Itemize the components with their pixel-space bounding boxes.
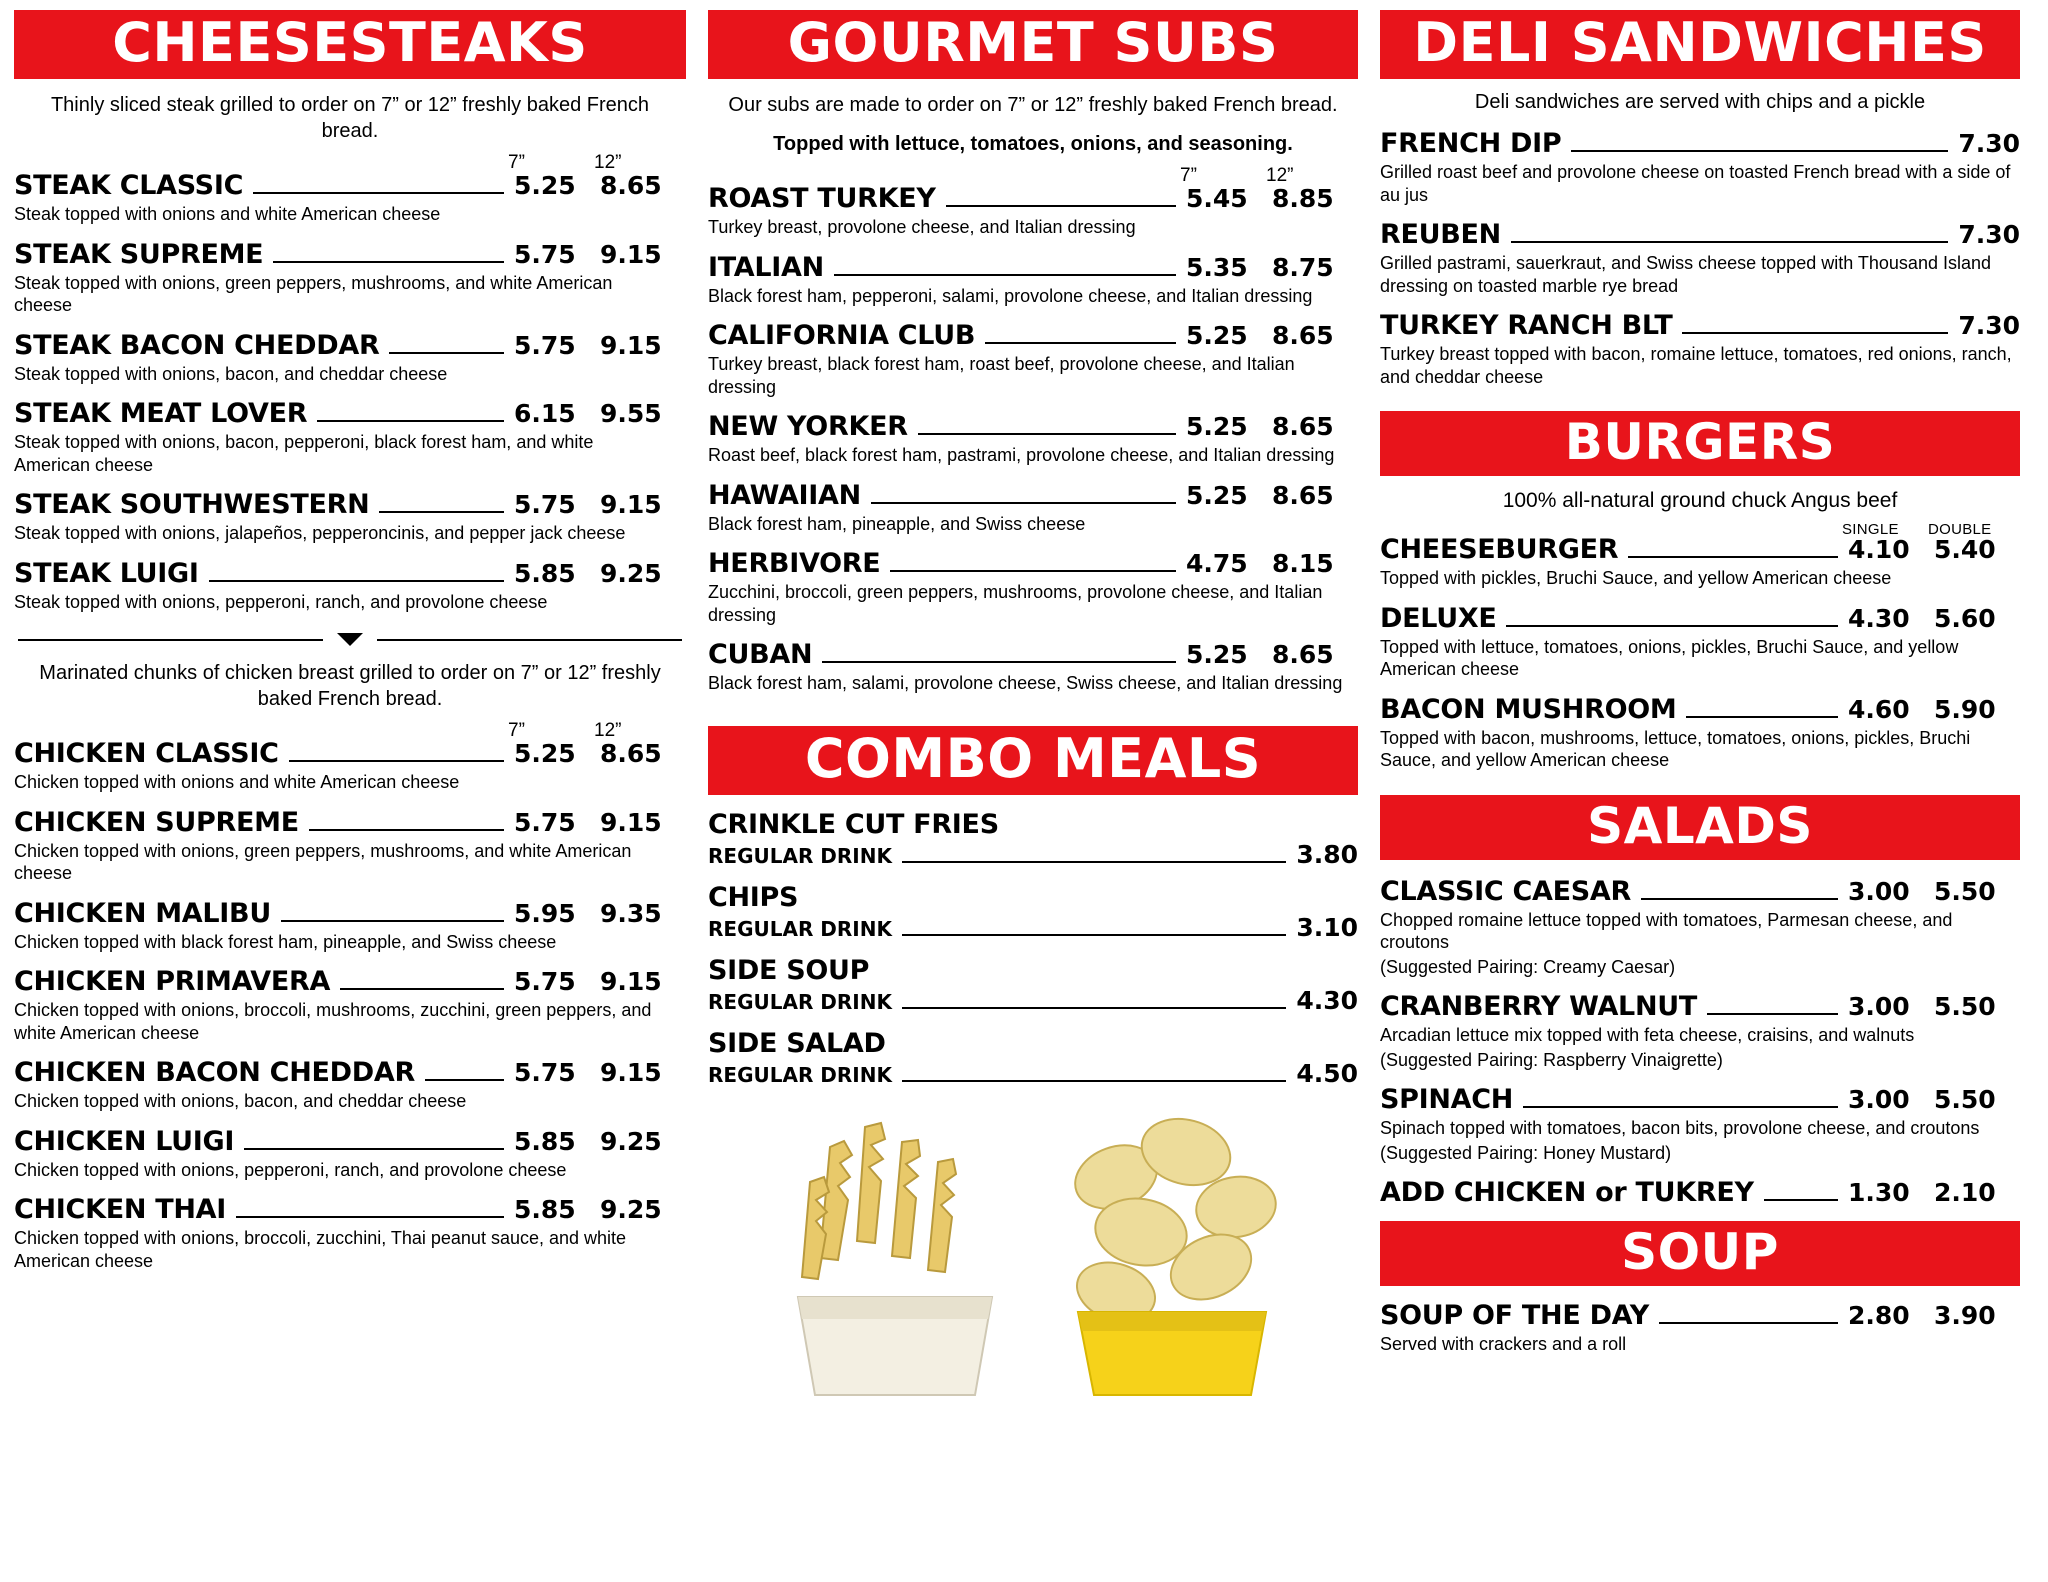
item-price-large: 8.75: [1272, 252, 1334, 282]
menu-item: [14, 170, 686, 226]
combo-name: SIDE SALAD: [708, 1027, 886, 1059]
leader-line: [902, 1007, 1286, 1009]
menu-item: [708, 183, 1358, 239]
item-name: CHEESEBURGER: [1380, 534, 1619, 565]
item-price-small: 4.75: [1186, 549, 1248, 578]
combo-item: [708, 955, 1358, 1016]
combo-subtitle: REGULAR DRINK: [708, 989, 892, 1014]
item-name: SOUP OF THE DAY: [1380, 1300, 1649, 1331]
item-description: Grilled roast beef and provolone cheese on toasted French bread with a side of au jus: [1380, 162, 2011, 205]
item-name: HERBIVORE: [708, 548, 881, 579]
item-price-single: 4.60: [1848, 694, 1910, 724]
leader-line: [1506, 625, 1838, 627]
item-price-double: 5.90: [1934, 694, 1996, 724]
menu-item: [14, 398, 686, 476]
leader-line: [1682, 332, 1948, 334]
item-description: Steak topped with onions, jalapeños, pepperoncinis, and pepper jack cheese: [14, 523, 626, 543]
menu-item: [14, 239, 686, 317]
menu-item: [708, 639, 1358, 695]
item-price-small: 5.95: [514, 898, 576, 928]
item-pairing: (Suggested Pairing: Honey Mustard): [1380, 1142, 1672, 1163]
item-name: STEAK CLASSIC: [14, 170, 244, 201]
item-price-small: 5.75: [514, 967, 576, 996]
item-name: SPINACH: [1380, 1084, 1514, 1115]
item-price-single: 4.30: [1848, 603, 1910, 633]
leader-line: [902, 934, 1286, 936]
crinkle-fries-photo: [770, 1107, 1020, 1397]
item-name: TURKEY RANCH BLT: [1380, 310, 1673, 341]
item-price-small: 3.00: [1848, 876, 1910, 906]
leader-line: [253, 192, 504, 194]
leader-line: [822, 661, 1176, 663]
item-description: Steak topped with onions, bacon, and cheddar cheese: [14, 363, 448, 384]
leader-line: [985, 342, 1176, 344]
item-price-large: 8.65: [1272, 640, 1334, 669]
item-price-small: 3.00: [1848, 1085, 1910, 1114]
item-price-small: 6.15: [514, 399, 576, 428]
leader-line: [317, 420, 504, 422]
column-gourmet-subs: [708, 10, 1358, 1582]
item-price-small: 5.35: [1186, 252, 1248, 282]
leader-line: [389, 352, 504, 354]
deli-sandwiches-intro: Deli sandwiches are served with chips and a pickle: [1474, 91, 1926, 113]
item-pairing: (Suggested Pairing: Raspberry Vinaigrette): [1380, 1049, 1723, 1070]
size-label-single: SINGLE: [1842, 521, 1899, 538]
item-name: STEAK SOUTHWESTERN: [14, 489, 370, 520]
triangle-icon: [337, 633, 363, 646]
item-name: ADD CHICKEN or TUKREY: [1380, 1177, 1754, 1208]
item-description: Grilled pastrami, sauerkraut, and Swiss cheese topped with Thousand Island dressing on toasted marble rye bread: [1380, 253, 1991, 296]
menu-item: [14, 1194, 686, 1272]
item-description: Steak topped with onions, pepperoni, ranch, and provolone cheese: [14, 591, 548, 612]
leader-line: [244, 1148, 504, 1150]
leader-line: [946, 205, 1176, 207]
leader-line: [1641, 898, 1838, 900]
item-price-large: 9.15: [600, 490, 662, 519]
chicken-intro: Marinated chunks of chicken breast grilled to order on 7” or 12” freshly baked French bread.: [39, 662, 661, 710]
cheesesteaks-intro: Thinly sliced steak grilled to order on 7” or 12” freshly baked French bread.: [50, 94, 650, 142]
leader-line: [871, 502, 1176, 504]
leader-line: [918, 433, 1176, 435]
menu-item: [14, 807, 686, 885]
item-price-small: 2.80: [1848, 1301, 1910, 1330]
item-price: 7.30: [1958, 220, 2020, 249]
size-label-large: 12”: [594, 152, 622, 173]
item-price-large: 5.50: [1934, 992, 1996, 1021]
item-description: Spinach topped with tomatoes, bacon bits, provolone cheese, and croutons: [1380, 1118, 1980, 1138]
menu-item: [1380, 603, 2020, 681]
item-name: BACON MUSHROOM: [1380, 693, 1677, 725]
item-price-small: 5.85: [514, 1126, 576, 1156]
combo-price: 3.10: [1296, 912, 1358, 942]
section-header-soup: SOUP: [1380, 1221, 2020, 1286]
item-price-small: 5.85: [514, 558, 576, 588]
combo-item: [708, 882, 1358, 943]
item-name: CUBAN: [708, 639, 813, 670]
item-price-small: 5.75: [514, 330, 576, 360]
section-header-burgers: BURGERS: [1380, 411, 2020, 476]
gourmet-subs-intro-line2: Topped with lettuce, tomatoes, onions, and seasoning.: [773, 133, 1293, 155]
item-description: Chopped romaine lettuce topped with tomatoes, Parmesan cheese, and croutons: [1380, 909, 1953, 952]
leader-line: [309, 829, 504, 831]
leader-line: [273, 261, 504, 263]
section-header-gourmet-subs: GOURMET SUBS: [708, 10, 1358, 79]
column-cheesesteaks: [14, 10, 686, 1582]
menu-item: [708, 252, 1358, 308]
menu-item: [708, 411, 1358, 467]
leader-line: [281, 920, 504, 922]
combo-item: [708, 1028, 1358, 1089]
item-price-small: 5.25: [514, 171, 576, 200]
combo-price: 3.80: [1296, 839, 1358, 869]
section-header-combo-meals: COMBO MEALS: [708, 726, 1358, 795]
item-price-large: 9.35: [600, 898, 662, 928]
item-description: Chicken topped with onions, bacon, and cheddar cheese: [14, 1091, 467, 1111]
spacer: [1380, 401, 2020, 411]
item-name: STEAK MEAT LOVER: [14, 398, 308, 429]
section-divider: [18, 633, 682, 646]
spacer: [708, 708, 1358, 726]
item-name: DELUXE: [1380, 602, 1497, 634]
leader-line: [209, 580, 504, 582]
menu-item: [14, 489, 686, 545]
size-label-small: 7”: [508, 720, 525, 741]
chips-photo: [1046, 1107, 1296, 1397]
combo-subtitle: REGULAR DRINK: [708, 916, 892, 941]
item-description: Turkey breast, provolone cheese, and Italian dressing: [708, 217, 1136, 237]
menu-item: [1380, 310, 2020, 388]
item-price-single: 4.10: [1848, 535, 1910, 564]
item-price-large: 5.50: [1934, 1085, 1996, 1114]
menu-item: [1380, 128, 2020, 206]
combo-name: CRINKLE CUT FRIES: [708, 808, 999, 840]
item-name: NEW YORKER: [708, 411, 908, 442]
leader-line: [425, 1079, 504, 1081]
item-price-large: 8.65: [1272, 321, 1334, 350]
section-header-cheesesteaks: CHEESESTEAKS: [14, 10, 686, 79]
leader-line: [1764, 1199, 1838, 1201]
size-label-double: DOUBLE: [1928, 521, 1992, 538]
item-description: Chicken topped with onions, broccoli, zucchini, Thai peanut sauce, and white American cheese: [14, 1228, 627, 1271]
item-price-large: 9.15: [600, 1058, 662, 1087]
item-name: CHICKEN SUPREME: [14, 806, 299, 838]
item-price-small: 5.75: [514, 490, 576, 519]
item-price-double: 5.40: [1934, 535, 1996, 564]
item-price-large: 8.85: [1272, 184, 1334, 213]
item-description: Black forest ham, salami, provolone cheese, Swiss cheese, and Italian dressing: [708, 673, 1343, 693]
menu-item: [14, 1057, 686, 1113]
combo-subtitle: REGULAR DRINK: [708, 843, 892, 868]
leader-line: [236, 1216, 504, 1218]
item-price-small: 5.25: [1186, 480, 1248, 510]
item-name: CHICKEN MALIBU: [14, 897, 271, 929]
item-description: Arcadian lettuce mix topped with feta cheese, craisins, and walnuts: [1380, 1025, 1915, 1045]
item-price-small: 3.00: [1848, 992, 1910, 1021]
item-name: CALIFORNIA CLUB: [708, 320, 976, 351]
leader-line: [340, 988, 504, 990]
item-name: CLASSIC CAESAR: [1380, 875, 1631, 907]
item-name: FRENCH DIP: [1380, 128, 1562, 159]
leader-line: [902, 1080, 1286, 1082]
menu-item: [708, 320, 1358, 398]
combo-name: SIDE SOUP: [708, 954, 870, 986]
item-name: CHICKEN THAI: [14, 1194, 226, 1225]
item-name: HAWAIIAN: [708, 479, 861, 511]
menu-item: [1380, 1300, 2020, 1356]
menu-item: [708, 480, 1358, 536]
item-description: Roast beef, black forest ham, pastrami, provolone cheese, and Italian dressing: [708, 445, 1335, 465]
food-photos: [708, 1107, 1358, 1397]
item-price-large: 8.65: [600, 171, 662, 200]
menu-item: [1380, 534, 2020, 590]
item-description: Served with crackers and a roll: [1380, 1334, 1627, 1354]
item-name: STEAK SUPREME: [14, 238, 264, 270]
item-price-large: 9.15: [600, 807, 662, 837]
menu-item: [14, 898, 686, 954]
menu-item-addon: [1380, 1177, 2020, 1208]
menu-item: [14, 966, 686, 1044]
size-label-large: 12”: [1266, 165, 1294, 186]
menu-item: [1380, 1084, 2020, 1164]
item-name: STEAK LUIGI: [14, 557, 199, 589]
item-price-large: 9.15: [600, 330, 662, 360]
menu-item: [1380, 219, 2020, 297]
section-header-deli-sandwiches: DELI SANDWICHES: [1380, 10, 2020, 79]
item-price-small: 5.75: [514, 807, 576, 837]
item-price-large: 8.65: [600, 739, 662, 768]
item-price-small: 5.85: [514, 1195, 576, 1224]
size-label-small: 7”: [508, 152, 525, 173]
size-label-large: 12”: [594, 720, 622, 741]
leader-line: [834, 274, 1176, 276]
leader-line: [289, 760, 504, 762]
menu-item: [708, 548, 1358, 626]
item-price-small: 5.25: [1186, 640, 1248, 669]
combo-subtitle: REGULAR DRINK: [708, 1062, 892, 1087]
item-name: CRANBERRY WALNUT: [1380, 991, 1697, 1022]
menu-item: [1380, 694, 2020, 772]
item-description: Chicken topped with onions, pepperoni, ranch, and provolone cheese: [14, 1159, 567, 1180]
item-description: Zucchini, broccoli, green peppers, mushrooms, provolone cheese, and Italian dressing: [708, 582, 1323, 625]
size-label-small: 7”: [1180, 165, 1197, 186]
item-description: Steak topped with onions, green peppers, mushrooms, and white American cheese: [14, 272, 613, 315]
item-price-double: 5.60: [1934, 603, 1996, 633]
menu-item: [14, 738, 686, 794]
combo-price: 4.30: [1296, 985, 1358, 1015]
item-name: CHICKEN PRIMAVERA: [14, 966, 331, 997]
item-description: Steak topped with onions and white American cheese: [14, 204, 441, 224]
item-price: 7.30: [1958, 311, 2020, 340]
item-price-small: 1.30: [1848, 1178, 1910, 1207]
item-price-large: 3.90: [1934, 1301, 1996, 1330]
item-price-small: 5.25: [514, 739, 576, 768]
gourmet-subs-intro-line1: Our subs are made to order on 7” or 12” freshly baked French bread.: [728, 94, 1338, 116]
divider-line-right: [377, 639, 682, 641]
item-name: CHICKEN LUIGI: [14, 1125, 235, 1157]
item-description: Topped with bacon, mushrooms, lettuce, tomatoes, onions, pickles, Bruchi Sauce, and yellow American cheese: [1380, 727, 1971, 770]
item-name: CHICKEN CLASSIC: [14, 738, 279, 769]
item-description: Turkey breast, black forest ham, roast beef, provolone cheese, and Italian dressing: [708, 354, 1295, 397]
item-description: Topped with pickles, Bruchi Sauce, and yellow American cheese: [1380, 568, 1892, 588]
item-description: Chicken topped with onions, broccoli, mushrooms, zucchini, green peppers, and white American cheese: [14, 1000, 652, 1043]
item-name: STEAK BACON CHEDDAR: [14, 329, 380, 361]
section-header-salads: SALADS: [1380, 795, 2020, 860]
menu-item: [1380, 876, 2020, 979]
leader-line: [1523, 1106, 1838, 1108]
item-name: ITALIAN: [708, 251, 824, 283]
item-description: Chicken topped with black forest ham, pineapple, and Swiss cheese: [14, 931, 557, 952]
item-description: Steak topped with onions, bacon, pepperoni, black forest ham, and white American cheese: [14, 432, 594, 475]
leader-line: [902, 861, 1286, 863]
item-description: Turkey breast topped with bacon, romaine lettuce, tomatoes, red onions, ranch, and cheddar cheese: [1380, 344, 2012, 387]
item-price-large: 9.25: [600, 558, 662, 588]
leader-line: [1511, 241, 1948, 243]
item-price-small: 5.25: [1186, 321, 1248, 350]
item-description: Chicken topped with onions and white American cheese: [14, 772, 460, 792]
leader-line: [1628, 556, 1838, 558]
item-price-large: 9.25: [600, 1195, 662, 1224]
item-description: Topped with lettuce, tomatoes, onions, pickles, Bruchi Sauce, and yellow American cheese: [1380, 636, 1959, 679]
item-price-large: 5.50: [1934, 876, 1996, 906]
leader-line: [1686, 716, 1838, 718]
menu-item: [14, 1126, 686, 1182]
item-price-small: 5.75: [514, 239, 576, 269]
item-price: 7.30: [1958, 129, 2020, 158]
item-description: Chicken topped with onions, green peppers, mushrooms, and white American cheese: [14, 840, 632, 883]
item-description: Black forest ham, pepperoni, salami, provolone cheese, and Italian dressing: [708, 285, 1313, 306]
item-price-small: 5.25: [1186, 412, 1248, 441]
menu-item: [1380, 991, 2020, 1071]
combo-item: [708, 809, 1358, 870]
menu-item: [14, 558, 686, 614]
item-price-large: 2.10: [1934, 1178, 1996, 1207]
item-price-large: 9.25: [600, 1126, 662, 1156]
item-pairing: (Suggested Pairing: Creamy Caesar): [1380, 956, 1676, 977]
item-price-large: 8.15: [1272, 549, 1334, 578]
column-deli-burgers-salads: [1380, 10, 2020, 1582]
combo-name: CHIPS: [708, 881, 799, 913]
leader-line: [1659, 1322, 1838, 1324]
spacer: [1380, 785, 2020, 795]
item-price-small: 5.75: [514, 1058, 576, 1087]
item-price-large: 9.15: [600, 967, 662, 996]
item-name: REUBEN: [1380, 219, 1501, 250]
leader-line: [1707, 1013, 1838, 1015]
leader-line: [1571, 150, 1948, 152]
leader-line: [890, 570, 1176, 572]
item-name: ROAST TURKEY: [708, 183, 936, 214]
item-description: Black forest ham, pineapple, and Swiss cheese: [708, 513, 1086, 534]
item-price-small: 5.45: [1186, 184, 1248, 213]
burgers-intro: 100% all-natural ground chuck Angus beef: [1502, 489, 1898, 512]
item-price-large: 9.55: [600, 399, 662, 428]
leader-line: [379, 511, 504, 513]
menu-item: [14, 330, 686, 386]
item-name: CHICKEN BACON CHEDDAR: [14, 1057, 415, 1088]
item-price-large: 9.15: [600, 239, 662, 269]
combo-price: 4.50: [1296, 1058, 1358, 1088]
item-price-large: 8.65: [1272, 412, 1334, 441]
item-price-large: 8.65: [1272, 480, 1334, 510]
divider-line-left: [18, 639, 323, 641]
